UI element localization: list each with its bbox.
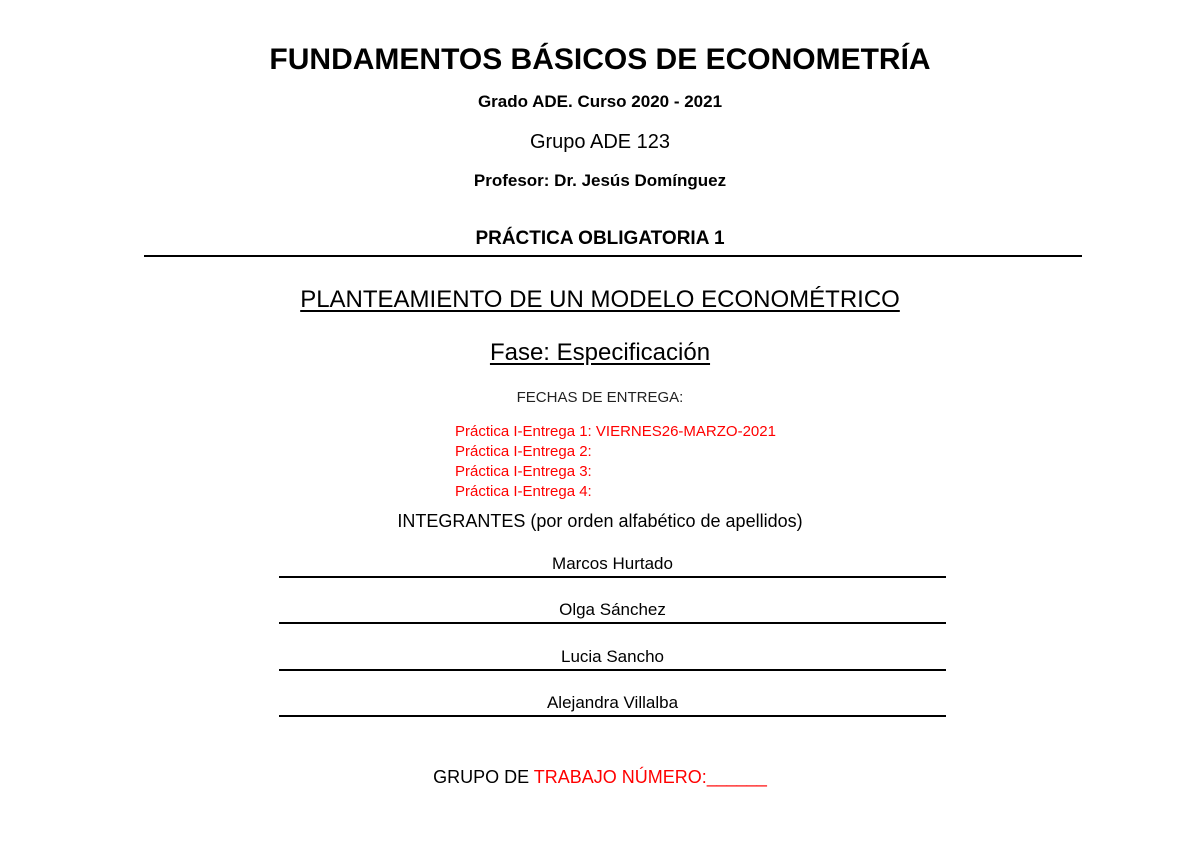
- professor-line: Profesor: Dr. Jesús Domínguez: [473, 171, 727, 190]
- group-line: Grupo ADE 123: [529, 131, 671, 153]
- section-heading: PLANTEAMIENTO DE UN MODELO ECONOMÉTRICO: [300, 286, 900, 313]
- deadline-entry: Práctica I-Entrega 4:: [455, 483, 592, 500]
- document-title: FUNDAMENTOS BÁSICOS DE ECONOMETRÍA: [269, 43, 931, 76]
- header-divider: [144, 255, 1082, 257]
- work-group-number-label: TRABAJO NÚMERO:: [533, 767, 707, 787]
- member-row: Olga Sánchez: [279, 598, 946, 624]
- work-group-number-blank: ______: [706, 767, 767, 787]
- member-row: Lucia Sancho: [279, 645, 946, 671]
- deadline-entry: Práctica I-Entrega 3:: [455, 463, 592, 480]
- member-row: Alejandra Villalba: [279, 691, 946, 717]
- member-row: Marcos Hurtado: [279, 552, 946, 578]
- members-label: INTEGRANTES (por orden alfabético de apellidos): [397, 511, 803, 531]
- deadline-entries: [455, 422, 776, 502]
- deadline-entry: Práctica I-Entrega 1: VIERNES26-MARZO-2021: [455, 423, 776, 440]
- phase-heading: Fase: Especificación: [489, 339, 711, 366]
- course-line: Grado ADE. Curso 2020 - 2021: [477, 92, 723, 111]
- practice-title: PRÁCTICA OBLIGATORIA 1: [475, 228, 725, 249]
- work-group-prefix: GRUPO DE: [433, 767, 530, 787]
- deadlines-label: FECHAS DE ENTREGA:: [516, 389, 684, 406]
- work-group-line: [0, 765, 1200, 789]
- deadline-entry: Práctica I-Entrega 2:: [455, 443, 592, 460]
